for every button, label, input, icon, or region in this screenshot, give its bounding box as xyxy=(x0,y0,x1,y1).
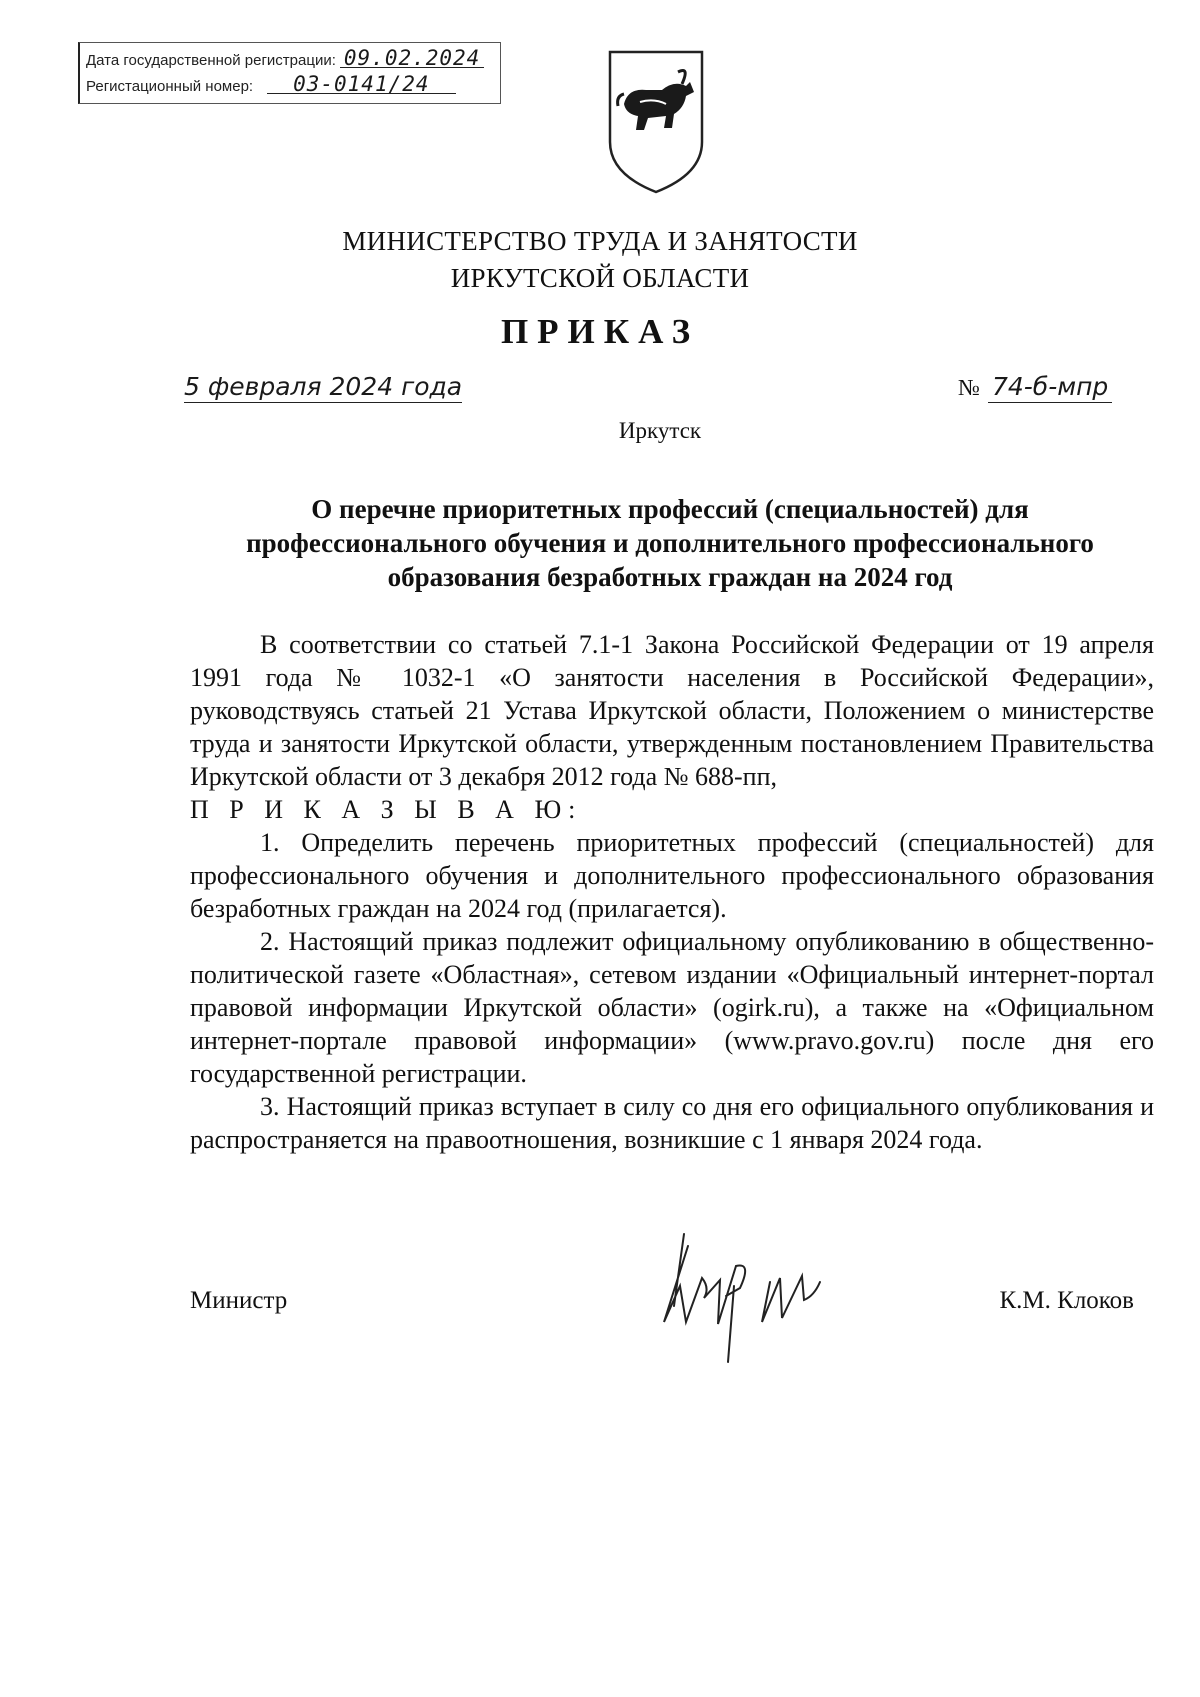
ministry-name-line1: МИНИСТЕРСТВО ТРУДА И ЗАНЯТОСТИ xyxy=(342,226,858,256)
coat-of-arms-icon xyxy=(604,46,708,198)
ministry-name-line2: ИРКУТСКОЙ ОБЛАСТИ xyxy=(450,263,750,293)
number-sign: № xyxy=(958,375,980,400)
registration-number-label: Регистационный номер: xyxy=(86,78,254,95)
order-body xyxy=(190,628,1154,1156)
order-number-handwritten: 74-б-мпр xyxy=(988,372,1112,403)
document-type-title: ПРИКАЗ xyxy=(500,312,700,351)
order-subject: О перечне приоритетных профессий (специальностей) для профессионального обучения и дополнительного профессионального образования безработных граждан на 2024 год xyxy=(246,494,1094,592)
decree-word: П Р И К А З Ы В А Ю: xyxy=(190,795,583,824)
registration-date-label: Дата государственной регистрации: xyxy=(86,52,336,69)
registration-date-value: 09.02.2024 xyxy=(340,49,484,68)
order-date-handwritten: 5 февраля 2024 года xyxy=(184,372,463,401)
signer-name: К.М. Клоков xyxy=(999,1287,1134,1314)
registration-date-row xyxy=(86,46,484,70)
preamble-paragraph: В соответствии со статьей 7.1-1 Закона Российской Федерации от 19 апреля 1991 года № 1032-1 «О занятости населения в Российской Федерации», руководствуясь статьей 21 Устава Иркутской области, Положением о министерстве труда и занятости Иркутской области, утвержденным постановлением Правительства Иркутской области от 3 декабря 2012 года № 688-пп, xyxy=(190,630,1154,791)
order-number xyxy=(958,372,1112,401)
registration-number-value: 03-0141/24 xyxy=(267,75,455,94)
order-item-2: 2. Настоящий приказ подлежит официальному опубликованию в общественно-политической газете «Областная», сетевом издании «Официальный интернет-портал правовой информации Иркутской области» (ogirk.ru), а также на «Официальном интернет-портале правовой информации» (www.pravo.gov.ru) после дня его государственной регистрации. xyxy=(190,927,1154,1088)
signer-role: Министр xyxy=(190,1287,288,1314)
registration-number-row xyxy=(86,72,456,96)
registration-stamp xyxy=(78,42,501,104)
handwritten-signature xyxy=(644,1226,894,1366)
city: Иркутск xyxy=(618,418,702,443)
order-item-1: 1. Определить перечень приоритетных профессий (специальностей) для профессионального обучения и дополнительного профессионального образования безработных граждан на 2024 год (прилагается). xyxy=(190,828,1154,923)
order-item-3: 3. Настоящий приказ вступает в силу со дня его официального опубликования и распространяется на правоотношения, возникшие с 1 января 2024 года. xyxy=(190,1092,1154,1154)
